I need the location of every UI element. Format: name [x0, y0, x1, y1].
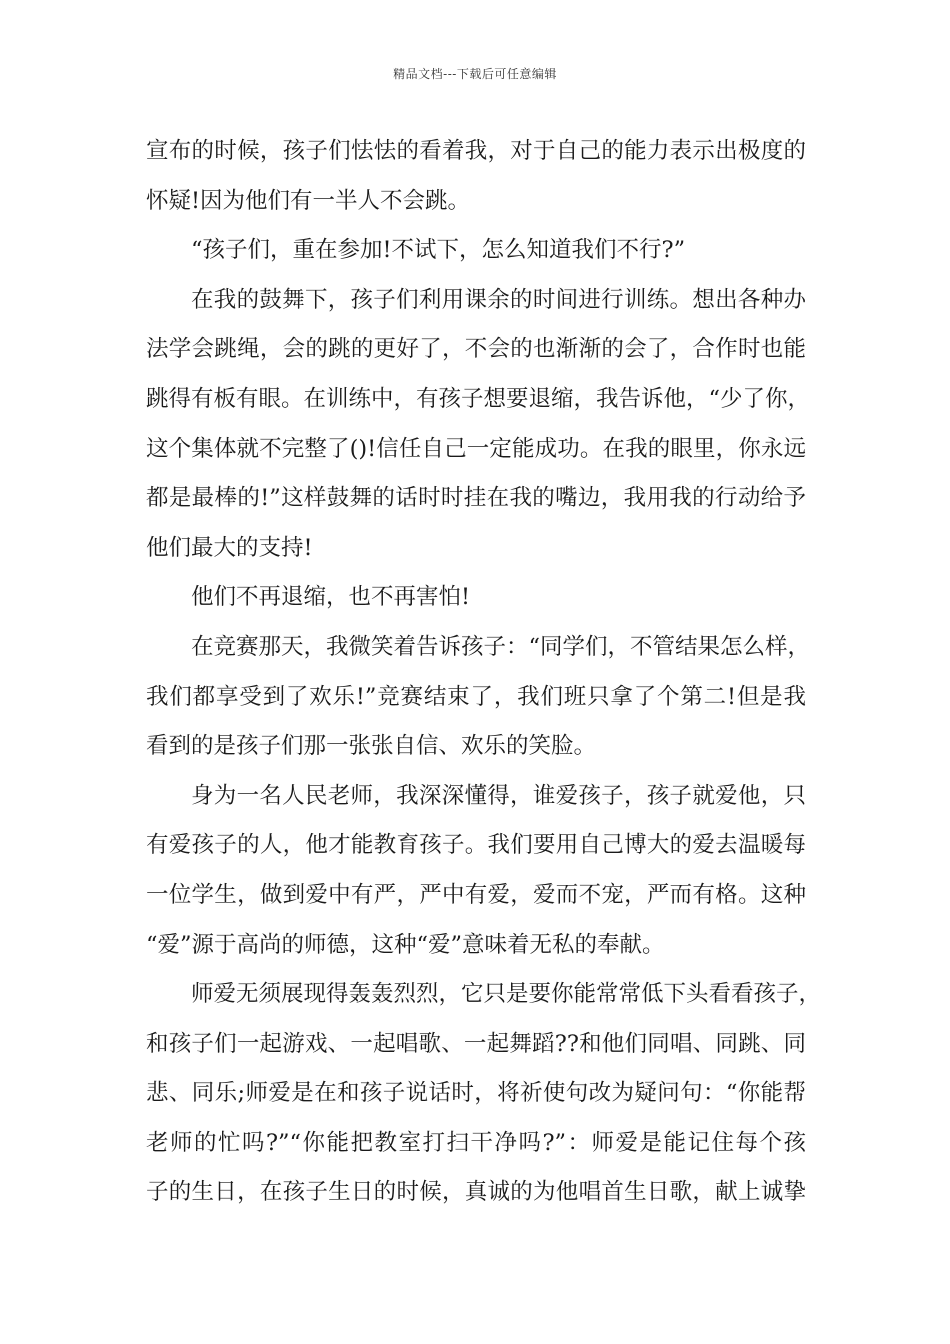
- text-line: 子的生日，在孩子生日的时候，真诚的为他唱首生日歌，献上诚挚: [146, 1179, 806, 1206]
- text-line: 宣布的时候，孩子们怯怯的看着我，对于自己的能力表示出极度的: [146, 138, 806, 164]
- text-line: 身为一名人民老师，我深深懂得，谁爱孩子，孩子就爱他，只: [191, 782, 806, 809]
- text-line: 怀疑!因为他们有一半人不会跳。: [146, 187, 471, 214]
- text-line: 都是最棒的!”这样鼓舞的话时时挂在我的嘴边，我用我的行动给予: [146, 485, 806, 512]
- text-line: 老师的忙吗?”“你能把教室打扫干净吗?”：师爱是能记住每个孩: [146, 1129, 806, 1156]
- text-line: 他们最大的支持!: [146, 534, 313, 561]
- text-line: 在竞赛那天，我微笑着告诉孩子：“同学们，不管结果怎么样，: [191, 633, 811, 660]
- page-header: 精品文档---下载后可任意编辑: [393, 67, 557, 81]
- text-line: 这个集体就不完整了()!信任自己一定能成功。在我的眼里，你永远: [146, 435, 806, 462]
- text-line: 我们都享受到了欢乐!”竞赛结束了，我们班只拿了个第二!但是我: [146, 683, 806, 710]
- text-line: 他们不再退缩，也不再害怕!: [191, 584, 471, 611]
- text-line: 和孩子们一起游戏、一起唱歌、一起舞蹈??和他们同唱、同跳、同: [146, 1030, 806, 1057]
- text-line: 有爱孩子的人，他才能教育孩子。我们要用自己博大的爱去温暖每: [146, 832, 806, 859]
- text-line: 跳得有板有眼。在训练中，有孩子想要退缩，我告诉他，“少了你，: [146, 385, 811, 412]
- text-line: 师爱无须展现得轰轰烈烈，它只是要你能常常低下头看看孩子，: [191, 981, 822, 1008]
- text-line: 悲、同乐;师爱是在和孩子说话时，将祈使句改为疑问句：“你能帮: [146, 1080, 806, 1107]
- text-line: 法学会跳绳，会的跳的更好了，不会的也渐渐的会了，合作时也能: [146, 336, 806, 363]
- body-text: [146, 127, 822, 1218]
- text-line: 在我的鼓舞下，孩子们利用课余的时间进行训练。想出各种办: [191, 286, 806, 313]
- text-line: 看到的是孩子们那一张张自信、欢乐的笑脸。: [146, 733, 597, 760]
- text-line: “孩子们，重在参加!不试下，怎么知道我们不行?”: [191, 237, 686, 264]
- text-line: “爱”源于高尚的师德，这种“爱”意味着无私的奉献。: [146, 931, 665, 958]
- text-line: 一位学生，做到爱中有严，严中有爱，爱而不宠，严而有格。这种: [146, 881, 806, 908]
